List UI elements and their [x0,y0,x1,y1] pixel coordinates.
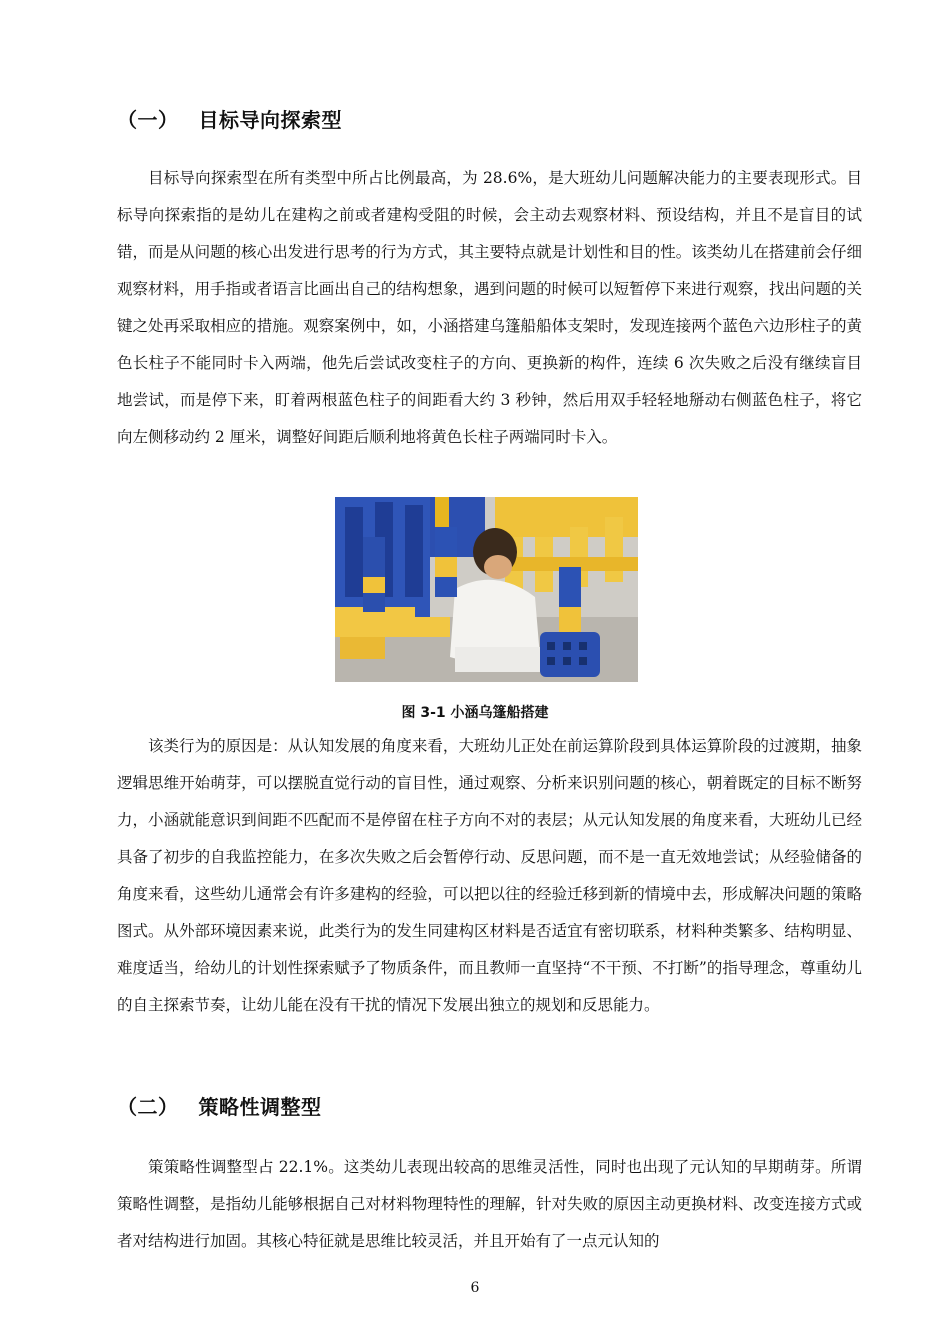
body-paragraph: 目标导向探索型在所有类型中所占比例最高，为 28.6%，是大班幼儿问题解决能力的主要表现形式。目标导向探索指的是幼儿在建构之前或者建构受阻的时候，会主动去观察材料、预设结构，并且不是盲目的试错，而是从问题的核心出发进行思考的行为方式，其主要特点就是计划性和目的性。该类幼儿在搭建前会仔细观察材料，用手指或者语言比画出自己的结构想象，遇到问题的时候可以短暂停下来进行观察，找出问题的关键之处再采取相应的措施。观察案例中，如，小涵搭建乌篷船船体支架时，发现连接两个蓝色六边形柱子的黄色长柱子不能同时卡入两端，他先后尝试改变柱子的方向、更换新的构件，连续 6 次失败之后没有继续盲目地尝试，而是停下来，盯着两根蓝色柱子的间距看大约 3 秒钟，然后用双手轻轻地掰动右侧蓝色柱子，将它向左侧移动约 2 厘米，调整好间距后顺利地将黄色长柱子两端同时卡入。 [117,169,862,446]
section-heading-1 [117,104,342,133]
section-number: （二） [117,1095,179,1119]
body-paragraph: 策策略性调整型占 22.1%。这类幼儿表现出较高的思维灵活性，同时也出现了元认知的早期萌芽。所谓策略性调整，是指幼儿能够根据自己对材料物理特性的理解，针对失败的原因主动更换材料、改变连接方式或者对结构进行加固。其核心特征就是思维比较灵活，并且开始有了一点元认知的 [117,1158,862,1250]
figure-photo [335,497,638,682]
child-building-blocks-photo [335,497,638,682]
section-title: 策略性调整型 [198,1095,322,1119]
body-paragraph: 该类行为的原因是：从认知发展的角度来看，大班幼儿正处在前运算阶段到具体运算阶段的过渡期，抽象逻辑思维开始萌芽，可以摆脱直觉行动的盲目性，通过观察、分析来识别问题的核心，朝着既定的目标不断努力，小涵就能意识到间距不匹配而不是停留在柱子方向不对的表层；从元认知发展的角度来看，大班幼儿已经具备了初步的自我监控能力，在多次失败之后会暂停行动、反思问题，而不是一直无效地尝试；从经验储备的角度来看，这些幼儿通常会有许多建构的经验，可以把以往的经验迁移到新的情境中去，形成解决问题的策略图式。从外部环境因素来说，此类行为的发生同建构区材料是否适宜有密切联系，材料种类繁多、结构明显、难度适当，给幼儿的计划性探索赋予了物质条件，而且教师一直坚持“不干预、不打断”的指导理念，尊重幼儿的自主探索节奏，让幼儿能在没有干扰的情况下发展出独立的规划和反思能力。 [117,737,862,1014]
section-heading-2 [117,1091,322,1120]
page-number: 6 [470,1280,480,1296]
section-title: 目标导向探索型 [198,108,342,132]
figure-caption: 图 3-1 小涵乌篷船搭建 [401,705,549,721]
section-number: （一） [117,108,179,132]
